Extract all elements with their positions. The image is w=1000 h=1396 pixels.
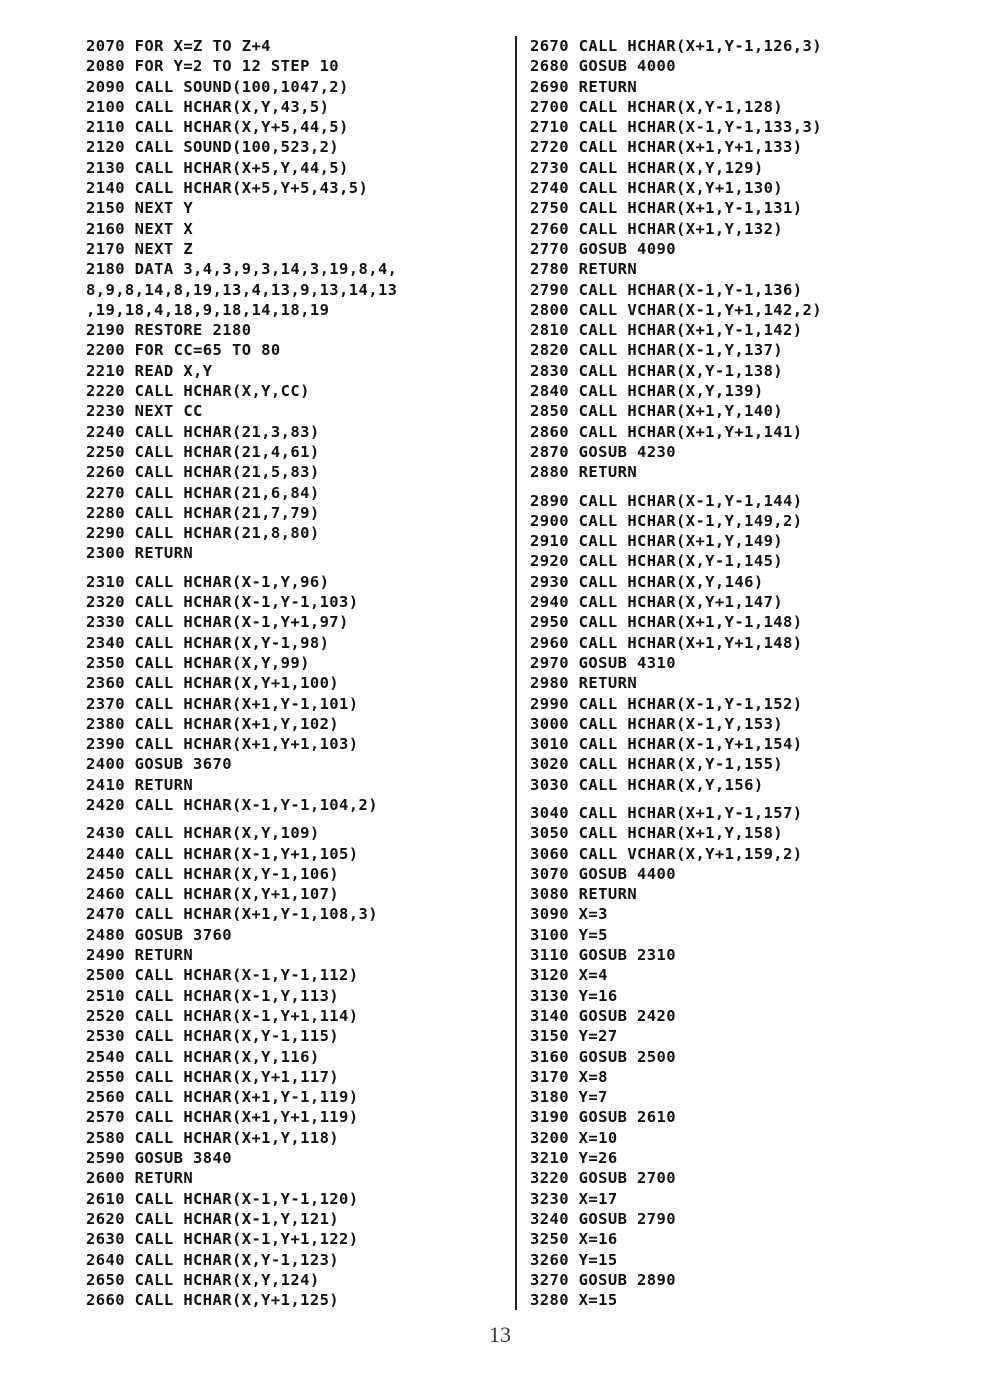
code-line: 2190 RESTORE 2180 xyxy=(86,321,252,340)
code-line: 2800 CALL VCHAR(X-1,Y+1,142,2) xyxy=(530,300,822,319)
code-line: 2300 RETURN xyxy=(86,544,194,563)
code-line: 2120 CALL SOUND(100,523,2) xyxy=(86,138,340,157)
code-line: 3060 CALL VCHAR(X,Y+1,159,2) xyxy=(530,844,803,863)
code-line: 3110 GOSUB 2310 xyxy=(530,946,676,965)
code-line: 2850 CALL HCHAR(X+1,Y,140) xyxy=(530,402,784,421)
code-line: 2810 CALL HCHAR(X+1,Y-1,142) xyxy=(530,321,803,340)
code-line: 3020 CALL HCHAR(X,Y-1,155) xyxy=(530,755,784,774)
code-line: 3030 CALL HCHAR(X,Y,156) xyxy=(530,775,764,794)
code-line: 3250 X=16 xyxy=(530,1230,618,1249)
code-line: 2350 CALL HCHAR(X,Y,99) xyxy=(86,653,310,672)
code-line: 2400 GOSUB 3670 xyxy=(86,755,232,774)
code-line: 2080 FOR Y=2 TO 12 STEP 10 xyxy=(86,57,340,76)
code-line: 2250 CALL HCHAR(21,4,61) xyxy=(86,442,320,461)
code-line: 2450 CALL HCHAR(X,Y-1,106) xyxy=(86,864,340,883)
code-line: 2710 CALL HCHAR(X-1,Y-1,133,3) xyxy=(530,118,822,137)
code-line: 2920 CALL HCHAR(X,Y-1,145) xyxy=(530,552,784,571)
code-line: 3120 X=4 xyxy=(530,966,608,985)
code-line: 2750 CALL HCHAR(X+1,Y-1,131) xyxy=(530,199,803,218)
code-line: 2600 RETURN xyxy=(86,1169,194,1188)
code-line: 2560 CALL HCHAR(X+1,Y-1,119) xyxy=(86,1088,359,1107)
code-line: 2210 READ X,Y xyxy=(86,361,213,380)
code-line: 2950 CALL HCHAR(X+1,Y-1,148) xyxy=(530,613,803,632)
code-line: 3140 GOSUB 2420 xyxy=(530,1006,676,1025)
code-line: 2720 CALL HCHAR(X+1,Y+1,133) xyxy=(530,138,803,157)
code-line: 2110 CALL HCHAR(X,Y+5,44,5) xyxy=(86,118,349,137)
code-line: 2820 CALL HCHAR(X-1,Y,137) xyxy=(530,341,784,360)
code-line: 2100 CALL HCHAR(X,Y,43,5) xyxy=(86,97,330,116)
code-line: 2870 GOSUB 4230 xyxy=(530,442,676,461)
code-line: 3240 GOSUB 2790 xyxy=(530,1209,676,1228)
page-number: 13 xyxy=(489,1322,511,1347)
code-line: 2730 CALL HCHAR(X,Y,129) xyxy=(530,158,764,177)
code-line: 3170 X=8 xyxy=(530,1067,608,1086)
code-line: 2610 CALL HCHAR(X-1,Y-1,120) xyxy=(86,1189,359,1208)
code-line: ,19,18,4,18,9,18,14,18,19 xyxy=(86,300,330,319)
code-line: 2690 RETURN xyxy=(530,77,638,96)
code-line: 2670 CALL HCHAR(X+1,Y-1,126,3) xyxy=(530,37,822,55)
code-line: 3090 X=3 xyxy=(530,905,608,924)
code-line: 2410 RETURN xyxy=(86,775,194,794)
code-line: 2370 CALL HCHAR(X+1,Y-1,101) xyxy=(86,694,359,713)
code-line: 3000 CALL HCHAR(X-1,Y,153) xyxy=(530,714,784,733)
code-line: 2990 CALL HCHAR(X-1,Y-1,152) xyxy=(530,694,803,713)
code-line: 2840 CALL HCHAR(X,Y,139) xyxy=(530,382,764,401)
code-line: 2380 CALL HCHAR(X+1,Y,102) xyxy=(86,714,340,733)
code-line: 2960 CALL HCHAR(X+1,Y+1,148) xyxy=(530,633,803,652)
code-line: 3230 X=17 xyxy=(530,1189,618,1208)
code-line: 2360 CALL HCHAR(X,Y+1,100) xyxy=(86,674,340,693)
code-line: 2740 CALL HCHAR(X,Y+1,130) xyxy=(530,179,784,198)
code-line: 2160 NEXT X xyxy=(86,219,194,238)
code-line: 8,9,8,14,8,19,13,4,13,9,13,14,13 xyxy=(86,280,398,299)
code-line: 2280 CALL HCHAR(21,7,79) xyxy=(86,503,320,522)
code-line: 2630 CALL HCHAR(X-1,Y+1,122) xyxy=(86,1230,359,1249)
code-line: 3180 Y=7 xyxy=(530,1088,608,1107)
code-line: 2910 CALL HCHAR(X+1,Y,149) xyxy=(530,532,784,551)
code-line: 2530 CALL HCHAR(X,Y-1,115) xyxy=(86,1027,340,1046)
code-line: 2460 CALL HCHAR(X,Y+1,107) xyxy=(86,885,340,904)
right-code-column xyxy=(530,36,970,1310)
code-line: 2430 CALL HCHAR(X,Y,109) xyxy=(86,824,320,843)
code-line: 2880 RETURN xyxy=(530,463,638,482)
code-line: 2620 CALL HCHAR(X-1,Y,121) xyxy=(86,1209,340,1228)
code-line: 2180 DATA 3,4,3,9,3,14,3,19,8,4, xyxy=(86,260,398,279)
code-line: 2070 FOR X=Z TO Z+4 xyxy=(86,37,271,55)
code-line: 3190 GOSUB 2610 xyxy=(530,1108,676,1127)
code-line: 2470 CALL HCHAR(X+1,Y-1,108,3) xyxy=(86,905,378,924)
column-divider xyxy=(515,36,517,1310)
code-line: 2140 CALL HCHAR(X+5,Y+5,43,5) xyxy=(86,179,369,198)
code-line: 2940 CALL HCHAR(X,Y+1,147) xyxy=(530,593,784,612)
code-line: 2390 CALL HCHAR(X+1,Y+1,103) xyxy=(86,735,359,754)
code-line: 2290 CALL HCHAR(21,8,80) xyxy=(86,524,320,543)
code-line: 2570 CALL HCHAR(X+1,Y+1,119) xyxy=(86,1108,359,1127)
code-line: 2790 CALL HCHAR(X-1,Y-1,136) xyxy=(530,280,803,299)
code-line: 3280 X=15 xyxy=(530,1291,618,1310)
code-line: 3270 GOSUB 2890 xyxy=(530,1270,676,1289)
code-line: 2590 GOSUB 3840 xyxy=(86,1149,232,1168)
code-line: 2310 CALL HCHAR(X-1,Y,96) xyxy=(86,572,330,591)
code-line: 2890 CALL HCHAR(X-1,Y-1,144) xyxy=(530,491,803,510)
code-line: 2550 CALL HCHAR(X,Y+1,117) xyxy=(86,1067,340,1086)
code-line: 2900 CALL HCHAR(X-1,Y,149,2) xyxy=(530,511,803,530)
code-line: 2500 CALL HCHAR(X-1,Y-1,112) xyxy=(86,966,359,985)
code-line: 2150 NEXT Y xyxy=(86,199,194,218)
code-line: 2980 RETURN xyxy=(530,674,638,693)
code-line: 2490 RETURN xyxy=(86,946,194,965)
code-line: 3160 GOSUB 2500 xyxy=(530,1047,676,1066)
code-line: 2230 NEXT CC xyxy=(86,402,203,421)
code-line: 3150 Y=27 xyxy=(530,1027,618,1046)
code-line: 2340 CALL HCHAR(X,Y-1,98) xyxy=(86,633,330,652)
code-line: 2220 CALL HCHAR(X,Y,CC) xyxy=(86,382,310,401)
code-line: 2440 CALL HCHAR(X-1,Y+1,105) xyxy=(86,844,359,863)
code-line: 2580 CALL HCHAR(X+1,Y,118) xyxy=(86,1128,340,1147)
code-line: 2130 CALL HCHAR(X+5,Y,44,5) xyxy=(86,158,349,177)
code-line: 2760 CALL HCHAR(X+1,Y,132) xyxy=(530,219,784,238)
code-line: 2510 CALL HCHAR(X-1,Y,113) xyxy=(86,986,340,1005)
code-line: 3040 CALL HCHAR(X+1,Y-1,157) xyxy=(530,803,803,822)
code-line: 2970 GOSUB 4310 xyxy=(530,653,676,672)
code-line: 2320 CALL HCHAR(X-1,Y-1,103) xyxy=(86,593,359,612)
code-line: 3100 Y=5 xyxy=(530,925,608,944)
code-line: 3200 X=10 xyxy=(530,1128,618,1147)
code-line: 3210 Y=26 xyxy=(530,1149,618,1168)
code-line: 3050 CALL HCHAR(X+1,Y,158) xyxy=(530,824,784,843)
code-line: 2700 CALL HCHAR(X,Y-1,128) xyxy=(530,97,784,116)
code-line: 2260 CALL HCHAR(21,5,83) xyxy=(86,463,320,482)
code-line: 3220 GOSUB 2700 xyxy=(530,1169,676,1188)
code-line: 3130 Y=16 xyxy=(530,986,618,1005)
code-line: 2640 CALL HCHAR(X,Y-1,123) xyxy=(86,1250,340,1269)
code-line: 2650 CALL HCHAR(X,Y,124) xyxy=(86,1270,320,1289)
left-code-column xyxy=(86,36,506,1310)
code-line: 2540 CALL HCHAR(X,Y,116) xyxy=(86,1047,320,1066)
code-line: 3010 CALL HCHAR(X-1,Y+1,154) xyxy=(530,735,803,754)
code-line: 2930 CALL HCHAR(X,Y,146) xyxy=(530,572,764,591)
code-line: 2770 GOSUB 4090 xyxy=(530,239,676,258)
code-line: 2200 FOR CC=65 TO 80 xyxy=(86,341,281,360)
code-line: 2680 GOSUB 4000 xyxy=(530,57,676,76)
code-line: 2660 CALL HCHAR(X,Y+1,125) xyxy=(86,1291,340,1310)
code-line: 3260 Y=15 xyxy=(530,1250,618,1269)
code-line: 2860 CALL HCHAR(X+1,Y+1,141) xyxy=(530,422,803,441)
code-line: 2520 CALL HCHAR(X-1,Y+1,114) xyxy=(86,1006,359,1025)
code-line: 3080 RETURN xyxy=(530,885,638,904)
code-line: 2240 CALL HCHAR(21,3,83) xyxy=(86,422,320,441)
code-line: 2270 CALL HCHAR(21,6,84) xyxy=(86,483,320,502)
code-line: 3070 GOSUB 4400 xyxy=(530,864,676,883)
code-line: 2480 GOSUB 3760 xyxy=(86,925,232,944)
code-line: 2780 RETURN xyxy=(530,260,638,279)
code-line: 2420 CALL HCHAR(X-1,Y-1,104,2) xyxy=(86,795,378,814)
code-line: 2830 CALL HCHAR(X,Y-1,138) xyxy=(530,361,784,380)
code-line: 2330 CALL HCHAR(X-1,Y+1,97) xyxy=(86,613,349,632)
code-line: 2090 CALL SOUND(100,1047,2) xyxy=(86,77,349,96)
code-line: 2170 NEXT Z xyxy=(86,239,194,258)
